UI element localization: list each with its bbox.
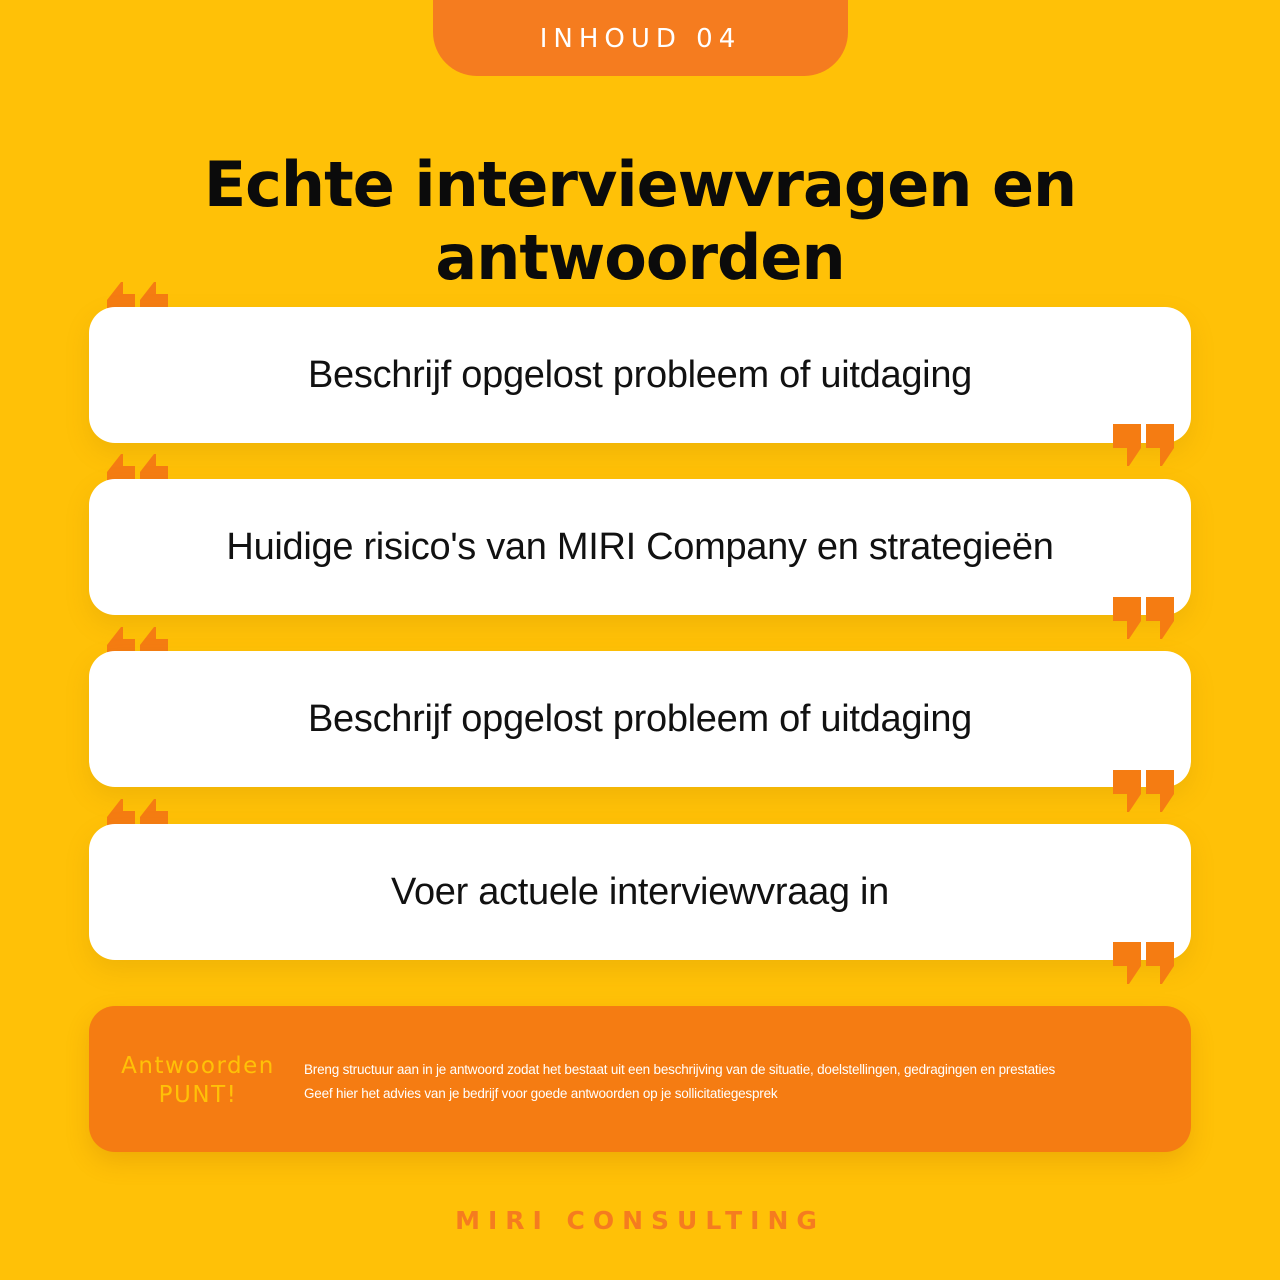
page-title: Echte interviewvragen en antwoorden [203,148,1077,294]
question-card-1 [89,307,1191,443]
answer-tip-box [89,1006,1191,1152]
question-text: Beschrijf opgelost probleem of uitdaging [308,353,972,396]
close-quote-icon [1113,597,1175,639]
question-card-2 [89,479,1191,615]
question-text: Huidige risico's van MIRI Company en strategieën [226,525,1054,568]
question-card-4 [89,824,1191,960]
section-tab [433,0,848,76]
answer-tip-line-2: Geef hier het advies van je bedrijf voor goede antwoorden op je sollicitatiegesprek [304,1086,778,1101]
close-quote-icon [1113,770,1175,812]
question-text: Beschrijf opgelost probleem of uitdaging [308,697,972,740]
answer-tip-label-line1: Antwoorden [121,1053,275,1079]
question-card-3 [89,651,1191,787]
close-quote-icon [1113,424,1175,466]
answer-tip-label-line2: PUNT! [158,1082,238,1108]
close-quote-icon [1113,942,1175,984]
section-tab-label: INHOUD 04 [539,24,742,54]
answer-tip-text [304,1058,1055,1106]
answer-tip-line-1: Breng structuur aan in je antwoord zodat het bestaat uit een beschrijving van de situatie, doelstellingen, gedragingen en prestaties [304,1062,1056,1077]
question-text: Voer actuele interviewvraag in [391,870,889,913]
answer-tip-label [119,1052,277,1110]
brand-footer: MIRI CONSULTING [455,1206,825,1235]
